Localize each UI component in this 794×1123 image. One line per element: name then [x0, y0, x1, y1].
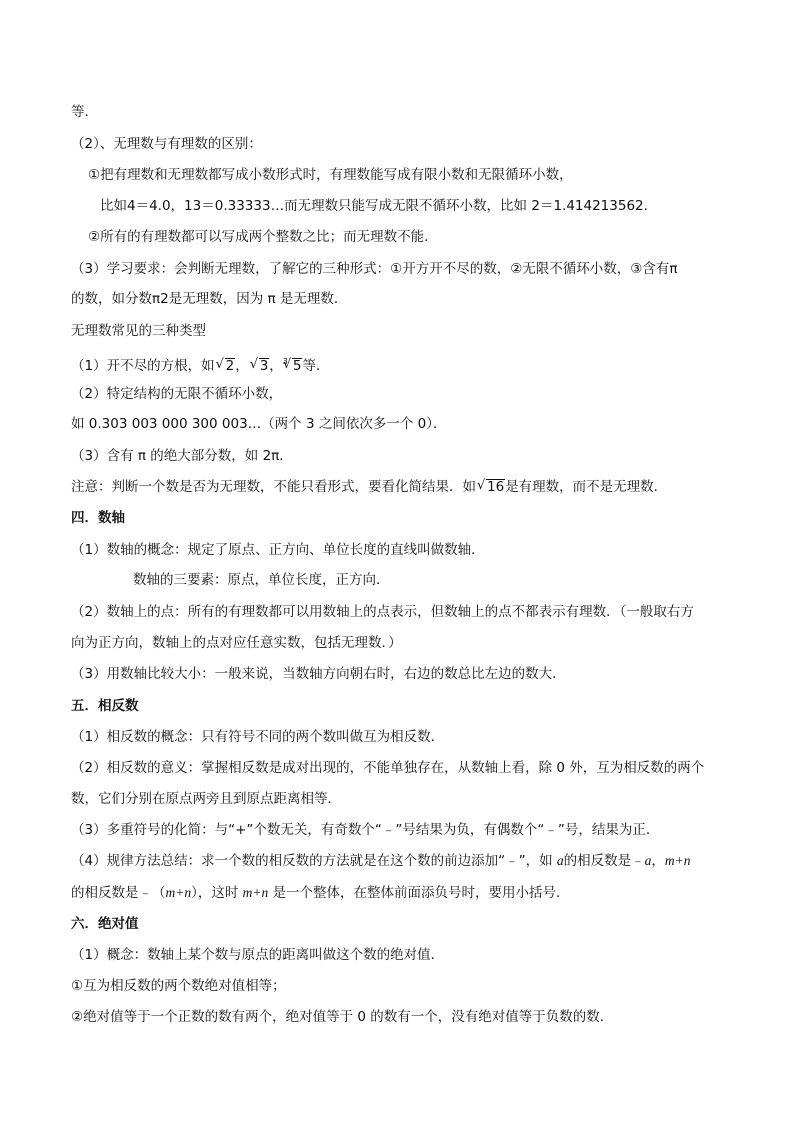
text-line-rule-cont	[71, 884, 731, 902]
text-line: （3）用数轴比较大小：一般来说，当数轴方向朝右时，右边的数总比左边的数大．	[71, 666, 566, 682]
sqrt-symbol	[250, 357, 270, 375]
text-line: （2）特定结构的无限不循环小数，	[71, 386, 283, 402]
text-line: 向为正方向，数轴上的点对应任意实数，包括无理数．）	[71, 635, 402, 651]
text-line: ①互为相反数的两个数绝对值相等；	[71, 978, 286, 994]
text-line: （2）数轴上的点：所有的有理数都可以用数轴上的点表示，但数轴上的点不都表示有理数．（一般取右方	[71, 604, 694, 620]
radicand: 5	[292, 358, 302, 374]
math-expression: m+n	[165, 885, 192, 900]
text-line: 数，它们分别在原点两旁且到原点距离相等．	[71, 791, 341, 807]
root-index: 3	[282, 357, 288, 366]
text-segment: ，	[235, 358, 249, 374]
text-segment: （1）开不尽的方根，如	[71, 358, 215, 374]
section-heading: 六．绝对值	[71, 916, 139, 932]
text-segment: （4）规律方法总结：求一个数的相反数的方法就是在这个数的前边添加“﹣”，如	[71, 853, 557, 869]
text-line: 的数，如分数π2是无理数，因为 π 是无理数．	[71, 291, 348, 307]
text-segment: ，	[269, 358, 283, 374]
radicand: 16	[487, 479, 505, 495]
text-line: （1）相反数的概念：只有符号不同的两个数叫做互为相反数．	[71, 729, 445, 745]
section-heading: 四．数轴	[71, 510, 125, 526]
radicand: 2	[225, 358, 235, 374]
text-line: ②所有的有理数都可以写成两个整数之比；而无理数不能．	[88, 229, 438, 245]
text-line: 等．	[71, 104, 98, 120]
math-variable: a	[644, 853, 652, 868]
text-line: （1）概念：数轴上某个数与原点的距离叫做这个数的绝对值．	[71, 947, 445, 963]
text-segment: 的相反数是﹣（	[71, 885, 166, 901]
text-line-note	[71, 478, 731, 496]
text-segment: ），这时	[191, 885, 243, 901]
text-segment: 注意：判断一个数是否为无理数，不能只看形式，要看化简结果．如	[71, 479, 476, 495]
sqrt-symbol	[216, 357, 236, 375]
section-heading: 五．相反数	[71, 698, 139, 714]
text-line: （2）、无理数与有理数的区别：	[71, 136, 262, 152]
text-segment: 等．	[302, 358, 330, 374]
sqrt-symbol	[477, 478, 505, 496]
text-segment: 是一个整体，在整体前面添负号时，要用小括号．	[268, 885, 570, 901]
text-line: （3）多重符号的化简：与“+”个数无关，有奇数个“﹣”号结果为负，有偶数个“﹣”号，结果为正．	[71, 822, 660, 838]
text-line: 数轴的三要素：原点，单位长度，正方向．	[133, 572, 390, 588]
text-line: ①把有理数和无理数都写成小数形式时，有理数能写成有限小数和无限循环小数，	[88, 167, 573, 183]
text-line: （3）学习要求：会判断无理数，了解它的三种形式：①开方开不尽的数，②无限不循环小数，③含有π	[71, 261, 678, 277]
text-line: （2）相反数的意义：掌握相反数是成对出现的，不能单独存在，从数轴上看，除 0 外，互为相反数的两个	[71, 760, 705, 776]
text-line: （3）含有 π 的绝大部分数，如 2π．	[71, 448, 293, 464]
text-line: ②绝对值等于一个正数的数有两个，绝对值等于 0 的数有一个，没有绝对值等于负数的数．	[71, 1009, 614, 1025]
text-segment: 是有理数，而不是无理数．	[505, 479, 668, 495]
text-line-radicals	[71, 353, 731, 375]
text-line: 无理数常见的三种类型	[71, 323, 206, 339]
text-line: （1）数轴的概念：规定了原点、正方向、单位长度的直线叫做数轴．	[71, 542, 485, 558]
text-segment: ，	[651, 853, 665, 869]
math-expression: m+n	[242, 885, 269, 900]
math-variable: a	[556, 853, 564, 868]
text-line-rule	[71, 852, 731, 870]
text-segment: 的相反数是﹣	[563, 853, 645, 869]
radicand: 3	[259, 358, 269, 374]
text-line: 如 0.303 003 000 300 003…（两个 3 之间依次多一个 0）．	[71, 416, 447, 432]
cube-root-symbol	[283, 357, 303, 375]
math-expression: m+n	[664, 853, 691, 868]
text-line: 比如4＝4.0，13＝0.33333…而无理数只能写成无限不循环小数，比如 2＝1.414213562.	[100, 198, 648, 214]
